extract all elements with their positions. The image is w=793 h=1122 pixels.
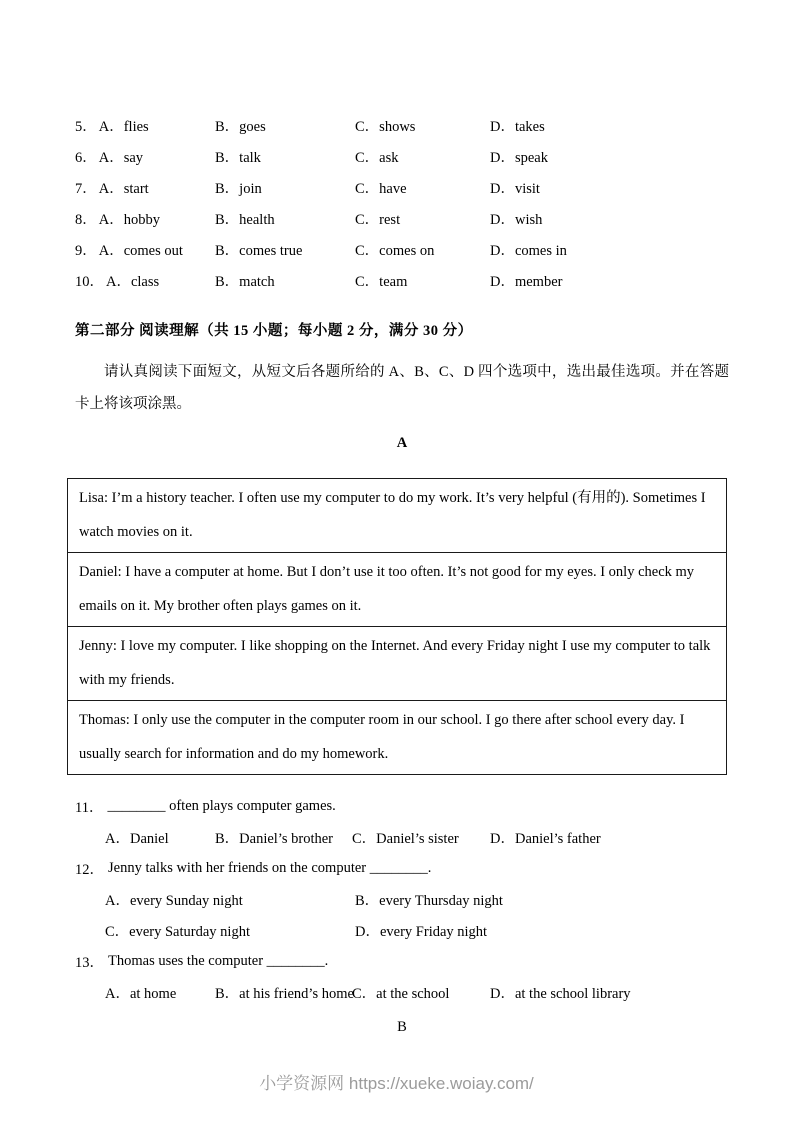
option-d: D．comes in — [490, 243, 567, 259]
option-c: C．every Saturday night — [105, 924, 250, 940]
cloze-cell — [75, 177, 215, 198]
option-a: A．comes out — [98, 243, 183, 259]
question-11-stem — [75, 791, 729, 822]
cloze-cell — [75, 146, 215, 167]
cloze-question-5 — [75, 110, 729, 141]
question-number: 9． — [75, 243, 97, 259]
passage-daniel: Daniel: I have a computer at home. But I don’t use it too often. It’s not good for my eyes. I only check my emails on it. My brother often plays games on it. — [68, 553, 727, 627]
option-c: C．shows — [355, 119, 416, 135]
cloze-cell — [75, 208, 215, 229]
question-number: 7． — [75, 181, 97, 197]
question-12-options-row-2 — [75, 915, 729, 946]
table-row — [68, 627, 727, 701]
question-number: 11． — [75, 800, 104, 816]
question-12-options-row-1 — [75, 884, 729, 915]
section-heading: 第二部分 阅读理解（共 15 小题；每小题 2 分，满分 30 分） — [75, 323, 473, 339]
option-d: D．every Friday night — [355, 924, 488, 940]
cloze-cell — [75, 239, 215, 260]
option-a: A．at home — [105, 986, 177, 1002]
question-text: Thomas uses the computer ________. — [108, 953, 329, 969]
option-d: D．member — [490, 274, 563, 290]
question-number: 12． — [75, 862, 104, 878]
section-instructions: 请认真阅读下面短文，从短文后各题所给的 A、B、C、D 四个选项中，选出最佳选项。并在答题卡上将该项涂黑。 — [75, 364, 729, 412]
question-number: 10． — [75, 274, 104, 290]
option-a: A．hobby — [98, 212, 160, 228]
cloze-question-6 — [75, 141, 729, 172]
question-13-stem — [75, 946, 729, 977]
footer-watermark: 小学资源网 https://xueke.woiay.com/ — [259, 1074, 534, 1093]
option-b: B．every Thursday night — [355, 893, 503, 909]
table-row — [68, 701, 727, 775]
option-c: C．have — [355, 181, 407, 197]
option-c: C．at the school — [352, 986, 450, 1002]
reading-questions-section — [75, 791, 729, 1008]
passage-lisa: Lisa: I’m a history teacher. I often use my computer to do my work. It’s very helpful (有用的). Sometimes I watch movies on it. — [68, 479, 727, 553]
passage-b-label: B — [397, 1019, 407, 1035]
option-b: B．match — [215, 274, 275, 290]
option-b: B．goes — [215, 119, 266, 135]
option-c: C．Daniel’s sister — [352, 831, 459, 847]
passage-jenny: Jenny: I love my computer. I like shopping on the Internet. And every Friday night I use my computer to talk with my friends. — [68, 627, 727, 701]
cloze-question-8 — [75, 203, 729, 234]
table-row — [68, 479, 727, 553]
option-a: A．Daniel — [105, 831, 169, 847]
option-a: A．flies — [98, 119, 149, 135]
option-d: D．Daniel’s father — [490, 831, 601, 847]
cloze-cell — [75, 115, 215, 136]
option-c: C．team — [355, 274, 408, 290]
option-b: B．at his friend’s home — [215, 986, 354, 1002]
option-d: D．takes — [490, 119, 545, 135]
passage-thomas: Thomas: I only use the computer in the computer room in our school. I go there after school every day. I usually search for information and do my homework. — [68, 701, 727, 775]
option-b: B．talk — [215, 150, 261, 166]
option-d: D．wish — [490, 212, 543, 228]
option-a: A．start — [98, 181, 149, 197]
cloze-options-section — [75, 0, 729, 296]
passage-a-label: A — [396, 435, 408, 451]
passage-table — [67, 478, 727, 775]
option-d: D．visit — [490, 181, 540, 197]
option-a: A．every Sunday night — [105, 893, 243, 909]
table-row — [68, 553, 727, 627]
cloze-cell — [75, 270, 215, 291]
question-text: Jenny talks with her friends on the computer ________. — [108, 860, 432, 876]
option-b: B．comes true — [215, 243, 303, 259]
option-c: C．rest — [355, 212, 401, 228]
option-b: B．health — [215, 212, 275, 228]
option-c: C．comes on — [355, 243, 435, 259]
option-d: D．speak — [490, 150, 548, 166]
cloze-question-7 — [75, 172, 729, 203]
question-number: 6． — [75, 150, 97, 166]
cloze-question-9 — [75, 234, 729, 265]
option-a: A．class — [106, 274, 160, 290]
option-c: C．ask — [355, 150, 399, 166]
option-a: A．say — [98, 150, 144, 166]
question-number: 8． — [75, 212, 97, 228]
question-13-options — [75, 977, 729, 1008]
cloze-question-10 — [75, 265, 729, 296]
question-number: 5． — [75, 119, 97, 135]
option-b: B．Daniel’s brother — [215, 831, 333, 847]
question-number: 13． — [75, 955, 104, 971]
question-12-stem — [75, 853, 729, 884]
question-text: ________ often plays computer games. — [107, 798, 336, 814]
option-d: D．at the school library — [490, 986, 631, 1002]
question-11-options — [75, 822, 729, 853]
option-b: B．join — [215, 181, 262, 197]
